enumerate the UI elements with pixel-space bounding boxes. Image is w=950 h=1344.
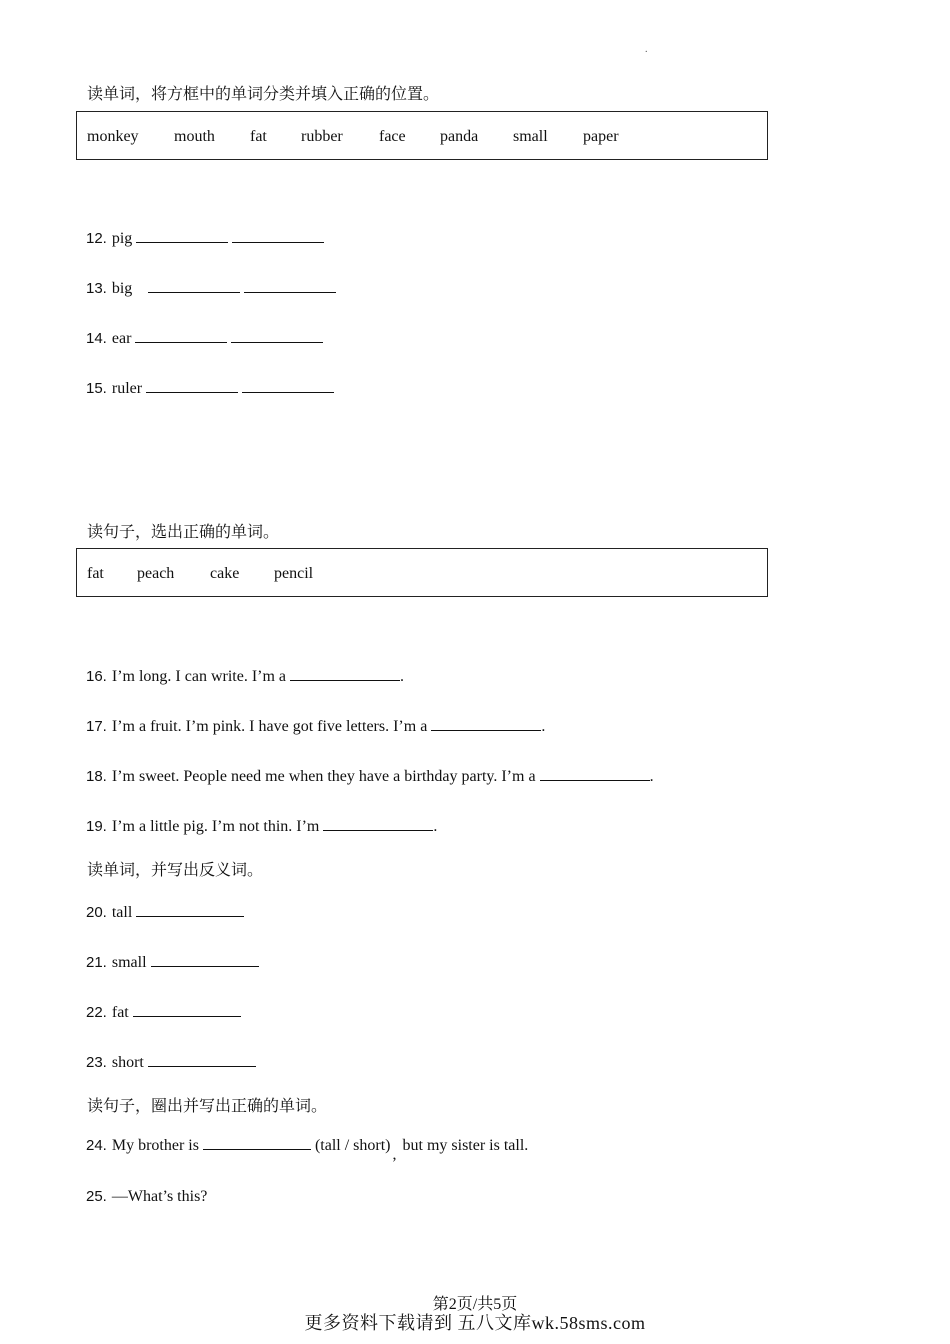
question-text: but my sister is tall. xyxy=(402,1137,529,1154)
question-text: short xyxy=(111,1054,144,1071)
word-box-item: fat xyxy=(250,128,267,145)
answer-blank[interactable] xyxy=(232,227,324,243)
question-number: 15. xyxy=(86,380,107,397)
answer-blank[interactable] xyxy=(242,377,334,393)
question-12 xyxy=(86,227,324,248)
question-text: I’m long. I can write. I’m a xyxy=(111,668,287,685)
word-box-item: mouth xyxy=(174,128,215,145)
question-16 xyxy=(86,665,404,686)
word-box-item: panda xyxy=(440,128,479,145)
question-end: . xyxy=(649,768,654,785)
question-21 xyxy=(86,951,259,972)
answer-blank[interactable] xyxy=(540,765,650,781)
question-text: tall xyxy=(111,904,133,921)
answer-blank[interactable] xyxy=(133,1001,241,1017)
section1-instruction: 读单词，将方框中的单词分类并填入正确的位置。 xyxy=(87,86,440,103)
question-text: small xyxy=(111,954,147,971)
question-number: 24. xyxy=(86,1137,107,1154)
question-end: . xyxy=(541,718,546,735)
question-number: 20. xyxy=(86,904,107,921)
answer-blank[interactable] xyxy=(323,815,433,831)
question-20 xyxy=(86,901,244,922)
question-14 xyxy=(86,327,323,348)
word-box-item: fat xyxy=(87,565,104,582)
answer-blank[interactable] xyxy=(135,327,227,343)
comma: , xyxy=(392,1146,397,1163)
question-text: My brother is xyxy=(111,1137,199,1154)
promo-footer: 更多资料下载请到 五八文库wk.58sms.com xyxy=(304,1313,646,1333)
section4-instruction: 读句子，圈出并写出正确的单词。 xyxy=(87,1098,328,1115)
word-box-item: small xyxy=(513,128,548,145)
word-box-item: cake xyxy=(210,565,240,582)
question-number: 22. xyxy=(86,1004,107,1021)
question-23 xyxy=(86,1051,256,1072)
word-box-item: monkey xyxy=(87,128,139,145)
question-24 xyxy=(86,1134,529,1163)
answer-blank[interactable] xyxy=(136,901,244,917)
page-number: 第2页/共5页 xyxy=(432,1296,518,1313)
question-number: 18. xyxy=(86,768,107,785)
word-box-item: face xyxy=(379,128,406,145)
answer-blank[interactable] xyxy=(431,715,541,731)
word-box-item: pencil xyxy=(274,565,314,582)
question-19 xyxy=(86,815,437,836)
question-end: . xyxy=(433,818,438,835)
answer-blank[interactable] xyxy=(148,277,240,293)
question-18 xyxy=(86,765,654,786)
section2-word-box xyxy=(76,548,768,597)
question-text: big xyxy=(111,280,133,297)
section3-instruction: 读单词，并写出反义词。 xyxy=(87,862,264,879)
question-15 xyxy=(86,377,334,398)
top-mark: . xyxy=(645,44,648,55)
section2-instruction: 读句子，选出正确的单词。 xyxy=(87,524,280,541)
word-box-item: peach xyxy=(137,565,175,582)
question-number: 16. xyxy=(86,668,107,685)
question-number: 14. xyxy=(86,330,107,347)
question-text: I’m a fruit. I’m pink. I have got five letters. I’m a xyxy=(111,718,428,735)
question-number: 13. xyxy=(86,280,107,297)
question-text: fat xyxy=(111,1004,129,1021)
answer-blank[interactable] xyxy=(203,1134,311,1150)
word-box-item: rubber xyxy=(301,128,343,145)
question-13 xyxy=(86,277,336,298)
answer-blank[interactable] xyxy=(136,227,228,243)
question-number: 23. xyxy=(86,1054,107,1071)
options-text: (tall / short) xyxy=(314,1137,391,1154)
question-text: I’m sweet. People need me when they have a birthday party. I’m a xyxy=(111,768,536,785)
question-text: pig xyxy=(111,230,133,247)
question-number: 25. xyxy=(86,1188,107,1205)
answer-blank[interactable] xyxy=(151,951,259,967)
answer-blank[interactable] xyxy=(148,1051,256,1067)
question-text: ear xyxy=(111,330,132,347)
question-22 xyxy=(86,1001,241,1022)
section1-word-box xyxy=(76,111,768,160)
answer-blank[interactable] xyxy=(146,377,238,393)
question-number: 17. xyxy=(86,718,107,735)
question-17 xyxy=(86,715,545,736)
question-25 xyxy=(86,1188,207,1206)
answer-blank[interactable] xyxy=(244,277,336,293)
answer-blank[interactable] xyxy=(231,327,323,343)
question-number: 21. xyxy=(86,954,107,971)
question-text: I’m a little pig. I’m not thin. I’m xyxy=(111,818,320,835)
question-number: 12. xyxy=(86,230,107,247)
question-number: 19. xyxy=(86,818,107,835)
question-text: ruler xyxy=(111,380,143,397)
question-end: . xyxy=(400,668,405,685)
word-box-item: paper xyxy=(583,128,619,145)
question-text: —What’s this? xyxy=(111,1188,208,1205)
answer-blank[interactable] xyxy=(290,665,400,681)
